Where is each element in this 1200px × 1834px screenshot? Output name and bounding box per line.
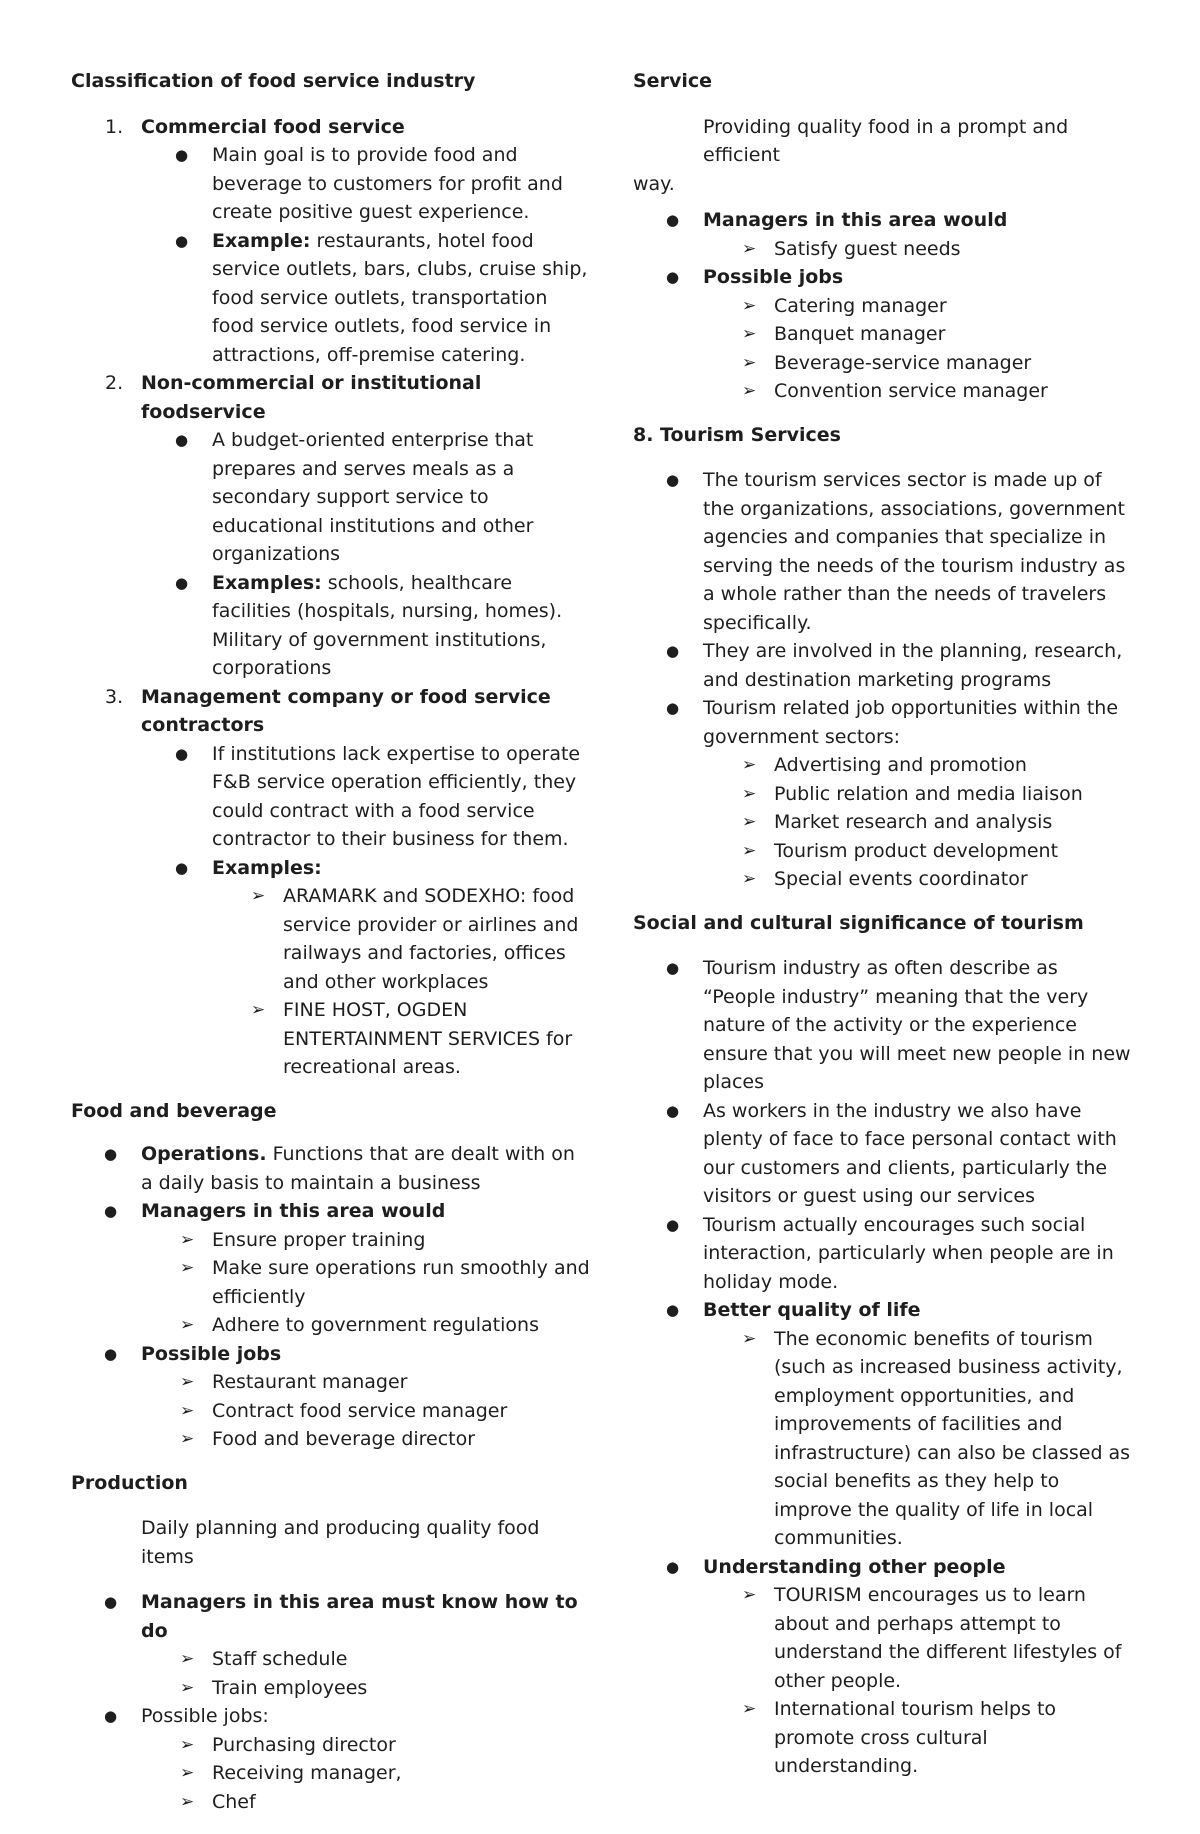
list-item: ➢ Adhere to government regulations <box>71 1311 591 1340</box>
list-item: ● Managers in this area would <box>666 209 1008 231</box>
arrow-bullet-icon: ➢ <box>180 1677 195 1698</box>
service-jobs-label <box>633 263 1133 292</box>
service-description-rest: way. <box>633 172 675 195</box>
classification-heading: Classification of food service industry <box>71 70 476 92</box>
arrow-bullet-icon: ➢ <box>742 840 757 861</box>
arrow-bullet-icon: ➢ <box>742 352 757 373</box>
list-item: ➢ Make sure operations run smoothly and efficiently <box>71 1254 591 1311</box>
arrow-bullet-icon: ➢ <box>742 324 757 344</box>
list-item: ● Possible jobs <box>666 266 844 288</box>
list-item: ● Better quality of life <box>666 1299 921 1321</box>
arrow-bullet-icon: ➢ <box>742 238 757 259</box>
quality-of-life-points <box>633 1325 1133 1553</box>
arrow-bullet-icon: ➢ <box>180 1400 195 1421</box>
list-item: ➢ Staff schedule <box>71 1645 591 1674</box>
list-item: ➢ Satisfy guest needs <box>633 235 1133 264</box>
list-item: ● Example: restaurants, hotel food service outlets, bars, clubs, cruise ship, food service outlets, transportation food service outlets, food service in attractions, off-premise catering. <box>175 229 588 366</box>
food-beverage-jobs-label <box>71 1340 591 1369</box>
arrow-bullet-icon: ➢ <box>742 755 757 775</box>
classification-item-commercial <box>71 113 591 142</box>
list-item: ● Tourism related job opportunities within the government sectors: <box>666 697 1119 748</box>
list-item: ● Managers in this area must know how to do <box>104 1591 578 1642</box>
arrow-bullet-icon: ➢ <box>742 1328 757 1349</box>
list-item: ➢ Tourism product development <box>633 837 1133 866</box>
list-item: ➢ International tourism helps to promote cross cultural understanding. <box>633 1695 1133 1781</box>
list-item: ● If institutions lack expertise to operate F&B service operation efficiently, they could contract with a food service contractor to their business for them. <box>175 742 581 850</box>
item-number: 3. <box>105 685 124 708</box>
food-beverage-heading: Food and beverage <box>71 1099 277 1122</box>
production-description: Daily planning and producing quality food items <box>141 1517 540 1568</box>
arrow-bullet-icon: ➢ <box>180 1763 195 1783</box>
list-item: ➢ ARAMARK and SODEXHO: food service provider or airlines and railways and factories, offices and other workplaces <box>71 882 591 996</box>
list-item: ● Understanding other people <box>666 1555 1006 1578</box>
food-beverage-jobs <box>71 1368 591 1454</box>
service-managers <box>633 235 1133 264</box>
food-beverage-managers <box>71 1226 591 1340</box>
arrow-bullet-icon: ➢ <box>180 1315 195 1335</box>
item-title: Commercial food service <box>141 115 405 138</box>
commercial-bullets <box>71 141 591 369</box>
understanding-label <box>633 1553 1133 1582</box>
list-item: ➢ Food and beverage director <box>71 1425 591 1454</box>
list-item: ➢ Purchasing director <box>71 1731 591 1760</box>
classification-list <box>71 683 591 740</box>
classification-list <box>71 369 591 426</box>
arrow-bullet-icon: ➢ <box>180 1372 195 1392</box>
list-item: ➢ Advertising and promotion <box>633 751 1133 780</box>
understanding-points <box>633 1581 1133 1781</box>
social-heading: Social and cultural significance of tourism <box>633 911 1084 934</box>
list-item: ● A budget-oriented enterprise that prepares and serves meals as a secondary support service to educational institutions and other organizations <box>175 429 534 565</box>
arrow-bullet-icon: ➢ <box>742 1585 757 1605</box>
arrow-bullet-icon: ➢ <box>180 1229 195 1250</box>
arrow-bullet-icon: ➢ <box>742 869 757 889</box>
arrow-bullet-icon: ➢ <box>742 783 757 804</box>
item-title: Management company or food service contractors <box>141 685 551 736</box>
arrow-bullet-icon: ➢ <box>180 1734 195 1755</box>
list-item: ● Examples: <box>175 856 322 879</box>
service-jobs <box>633 292 1133 406</box>
list-item: ➢ Beverage-service manager <box>633 349 1133 378</box>
arrow-bullet-icon: ➢ <box>180 1791 195 1812</box>
right-column <box>633 67 1133 1781</box>
social-bullets <box>633 954 1133 1325</box>
list-item: ● Examples: schools, healthcare facilities (hospitals, nursing, homes). Military of government institutions, corporations <box>175 571 563 679</box>
list-item: ● Possible jobs: <box>104 1705 269 1727</box>
tourism-bullets <box>633 466 1133 751</box>
arrow-bullet-icon: ➢ <box>251 886 266 906</box>
arrow-bullet-icon: ➢ <box>742 812 757 832</box>
arrow-bullet-icon: ➢ <box>742 1699 757 1719</box>
tourism-jobs <box>633 751 1133 894</box>
arrow-bullet-icon: ➢ <box>251 1000 266 1020</box>
list-item: ● Operations. Functions that are dealt with on a daily basis to maintain a business <box>104 1143 575 1194</box>
list-item: ➢ Public relation and media liaison <box>633 780 1133 809</box>
production-jobs <box>71 1731 591 1817</box>
contractors-bullets <box>71 740 591 883</box>
list-item: ➢ TOURISM encourages us to learn about and perhaps attempt to understand the different lifestyles of other people. <box>633 1581 1133 1695</box>
classification-item-noncommercial <box>71 369 591 426</box>
list-item: ● As workers in the industry we also have plenty of face to face personal contact with our customers and clients, particularly the visitors or guest using our services <box>666 1099 1117 1207</box>
arrow-bullet-icon: ➢ <box>742 295 757 316</box>
item-number: 1. <box>105 115 124 138</box>
list-item: ➢ FINE HOST, OGDEN ENTERTAINMENT SERVICES for recreational areas. <box>71 996 591 1082</box>
arrow-bullet-icon: ➢ <box>180 1258 195 1278</box>
service-bullets <box>633 206 1133 235</box>
list-item: ➢ Special events coordinator <box>633 865 1133 894</box>
list-item: ➢ Chef <box>71 1788 591 1817</box>
list-item: ● Tourism actually encourages such social interaction, particularly when people are in holiday mode. <box>666 1213 1114 1293</box>
list-item: ➢ Banquet manager <box>633 320 1133 349</box>
arrow-bullet-icon: ➢ <box>180 1649 195 1669</box>
list-item: ➢ Ensure proper training <box>71 1226 591 1255</box>
list-item: ➢ Market research and analysis <box>633 808 1133 837</box>
list-item: ● Main goal is to provide food and beverage to customers for profit and create positive guest experience. <box>175 144 563 223</box>
list-item: ● The tourism services sector is made up of the organizations, associations, government agencies and companies that specialize in serving the needs of the tourism industry as a whole rather than the needs of travelers specifically. <box>666 469 1126 634</box>
item-title: Non-commercial or institutional foodservice <box>141 372 482 423</box>
left-column <box>71 67 591 1816</box>
food-beverage-bullets <box>71 1140 591 1226</box>
contractor-examples <box>71 882 591 1082</box>
noncommercial-bullets <box>71 426 591 683</box>
production-bullets <box>71 1588 591 1645</box>
list-item: ➢ Catering manager <box>633 292 1133 321</box>
list-item: ● They are involved in the planning, research, and destination marketing programs <box>666 640 1123 691</box>
list-item: ➢ Convention service manager <box>633 377 1133 406</box>
list-item: ➢ Restaurant manager <box>71 1368 591 1397</box>
list-item: ● Tourism industry as often describe as “People industry” meaning that the very nature of the activity or the experience ensure that you will meet new people in new places <box>666 957 1131 1093</box>
list-item: ➢ Contract food service manager <box>71 1397 591 1426</box>
list-item: ● Managers in this area would <box>104 1200 446 1222</box>
arrow-bullet-icon: ➢ <box>180 1429 195 1449</box>
list-item: ➢ The economic benefits of tourism (such as increased business activity, employment opportunities, and improvements of facilities and infrastructure) can also be classed as social benefits as they help to improve the quality of life in local communities. <box>633 1325 1133 1553</box>
production-managers <box>71 1645 591 1702</box>
classification-list <box>71 113 591 142</box>
service-heading: Service <box>633 70 712 92</box>
production-jobs-label <box>71 1702 591 1731</box>
list-item: ➢ Train employees <box>71 1674 591 1703</box>
service-description-first: Providing quality food in a prompt and efficient <box>703 115 1069 166</box>
list-item: ● Possible jobs <box>104 1342 282 1365</box>
list-item: ➢ Receiving manager, <box>71 1759 591 1788</box>
item-number: 2. <box>105 372 124 394</box>
arrow-bullet-icon: ➢ <box>742 381 757 401</box>
production-heading: Production <box>71 1471 188 1494</box>
tourism-heading: 8. Tourism Services <box>633 423 841 446</box>
classification-item-contractors <box>71 683 591 740</box>
